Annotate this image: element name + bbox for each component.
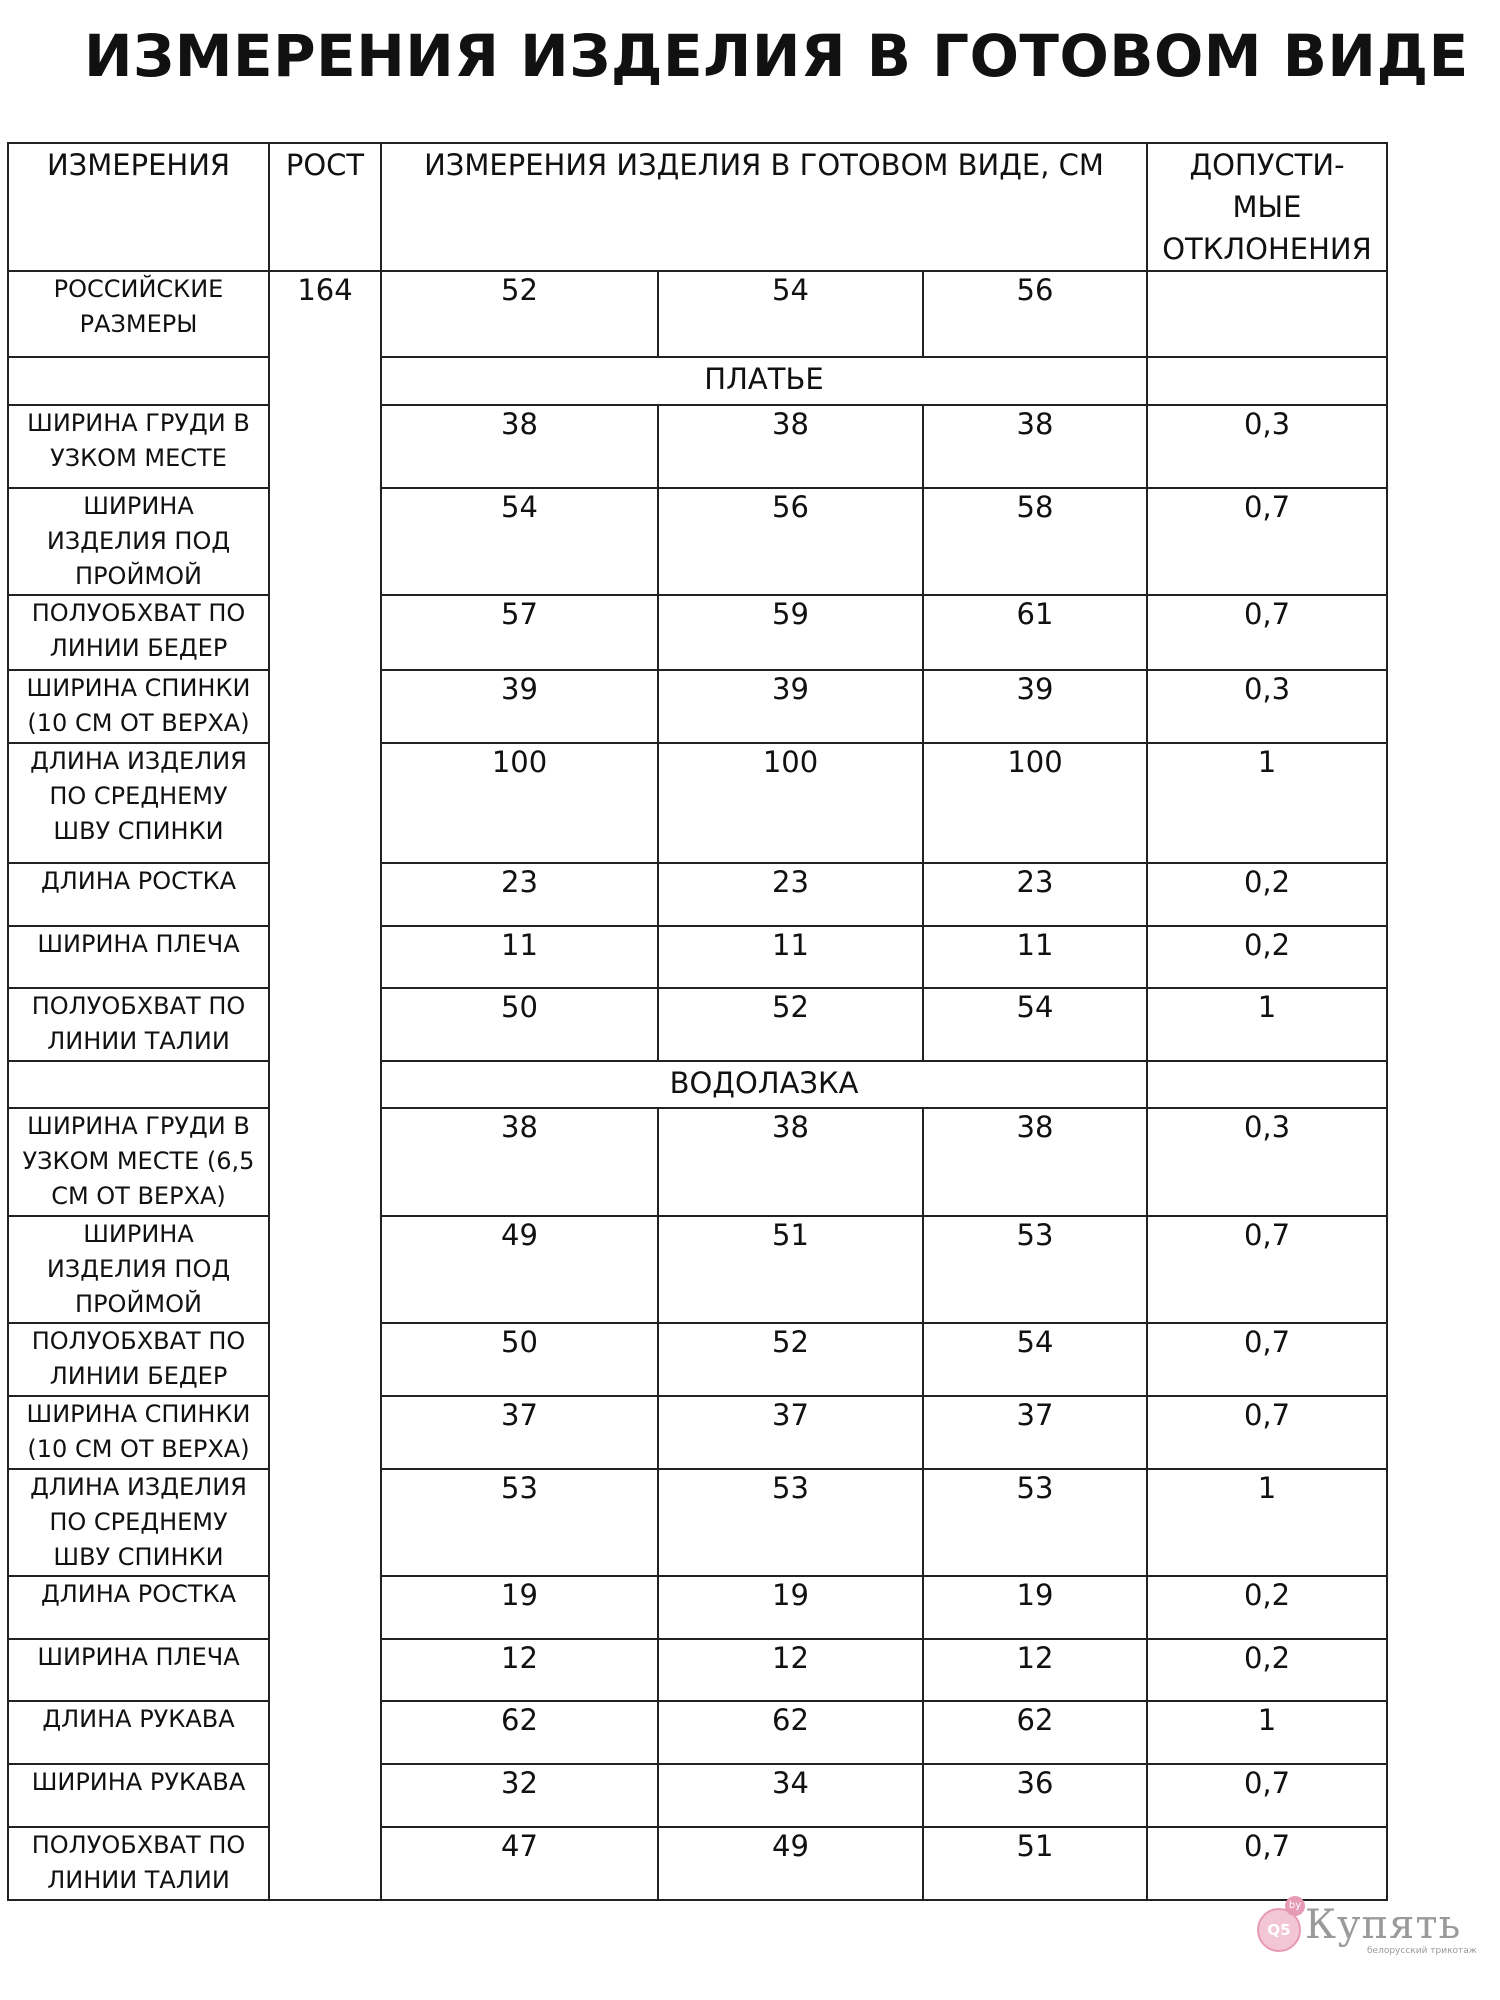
measurement-label: ШИРИНА СПИНКИ (10 СМ ОТ ВЕРХА) [8,670,269,743]
measurement-value: 62 [923,1701,1147,1764]
measurement-value: 62 [381,1701,658,1764]
measurement-value: 23 [658,863,923,926]
measurement-value: 53 [923,1469,1147,1576]
measurement-value: 12 [658,1639,923,1701]
measurement-label: ПОЛУОБХВАТ ПО ЛИНИИ ТАЛИИ [8,988,269,1061]
tolerance-value: 0,3 [1147,405,1387,488]
measurement-value: 39 [658,670,923,743]
measurement-value: 39 [381,670,658,743]
measurement-label: ПОЛУОБХВАТ ПО ЛИНИИ БЕДЕР [8,1323,269,1396]
measurement-value: 52 [658,1323,923,1396]
measurement-value: 12 [923,1639,1147,1701]
tolerance-value: 0,2 [1147,1576,1387,1639]
measurement-label: ШИРИНА СПИНКИ (10 СМ ОТ ВЕРХА) [8,1396,269,1469]
table-row [8,488,1387,595]
table-row [8,670,1387,743]
measurement-value: 37 [923,1396,1147,1469]
header-finished-cm: ИЗМЕРЕНИЯ ИЗДЕЛИЯ В ГОТОВОМ ВИДЕ, СМ [381,143,1147,271]
section-blank-cell [8,1061,269,1108]
measurement-label: ПОЛУОБХВАТ ПО ЛИНИИ БЕДЕР [8,595,269,670]
table-row [8,1396,1387,1469]
measurement-value: 58 [923,488,1147,595]
table-row [8,1764,1387,1827]
tolerance-value: 0,7 [1147,1396,1387,1469]
tolerance-value: 0,3 [1147,670,1387,743]
measurement-value: 19 [381,1576,658,1639]
tolerance-value: 0,7 [1147,1827,1387,1900]
header-row [8,143,1387,271]
tolerance-value: 1 [1147,988,1387,1061]
tolerance-value: 0,7 [1147,488,1387,595]
brand-logo [1255,1896,1477,1958]
header-tolerance: ДОПУСТИ- МЫЕ ОТКЛОНЕНИЯ [1147,143,1387,271]
measurement-value: 12 [381,1639,658,1701]
table-row [8,1323,1387,1396]
measurement-value: 38 [923,1108,1147,1216]
measurement-value: 47 [381,1827,658,1900]
measurement-value: 62 [658,1701,923,1764]
measurement-value: 23 [381,863,658,926]
table-row [8,988,1387,1061]
measurement-label: ПОЛУОБХВАТ ПО ЛИНИИ ТАЛИИ [8,1827,269,1900]
table-row [8,1469,1387,1576]
measurement-label: ДЛИНА РУКАВА [8,1701,269,1764]
measurements-table [7,142,1388,1901]
measurement-label: ШИРИНА ГРУДИ В УЗКОМ МЕСТЕ [8,405,269,488]
logo-by: by [1285,1896,1305,1916]
measurement-value: 53 [658,1469,923,1576]
measurement-value: 34 [658,1764,923,1827]
measurement-value: 59 [658,595,923,670]
measurement-label: ДЛИНА РОСТКА [8,863,269,926]
measurement-value: 52 [658,988,923,1061]
tolerance-value: 1 [1147,743,1387,863]
tolerance-value: 0,7 [1147,1216,1387,1323]
measurement-value: 38 [658,1108,923,1216]
logo-badge: Q5 [1257,1908,1301,1952]
table-row [8,863,1387,926]
measurement-label: ДЛИНА ИЗДЕЛИЯ ПО СРЕДНЕМУ ШВУ СПИНКИ [8,743,269,863]
measurement-value: 37 [658,1396,923,1469]
height-value: 164 [269,271,381,1900]
size-56: 56 [923,271,1147,357]
table-row [8,1639,1387,1701]
header-measurements: ИЗМЕРЕНИЯ [8,143,269,271]
section-blank-cell [8,357,269,405]
measurement-value: 100 [923,743,1147,863]
measurement-label: ШИРИНА ИЗДЕЛИЯ ПОД ПРОЙМОЙ [8,1216,269,1323]
tolerance-value: 0,2 [1147,863,1387,926]
measurement-value: 54 [923,988,1147,1061]
size-52: 52 [381,271,658,357]
tolerance-value: 0,3 [1147,1108,1387,1216]
measurement-value: 11 [658,926,923,988]
section-header-row [8,1061,1387,1108]
measurement-value: 50 [381,988,658,1061]
measurement-value: 38 [381,1108,658,1216]
section-title: ВОДОЛАЗКА [381,1061,1147,1108]
table-row [8,405,1387,488]
measurement-label: ШИРИНА РУКАВА [8,1764,269,1827]
tolerance-value: 0,7 [1147,1323,1387,1396]
logo-tagline: белорусский трикотаж [1367,1946,1477,1956]
measurement-label: ДЛИНА РОСТКА [8,1576,269,1639]
size-54: 54 [658,271,923,357]
measurement-value: 23 [923,863,1147,926]
measurement-label: ШИРИНА ПЛЕЧА [8,926,269,988]
measurement-label: ШИРИНА ГРУДИ В УЗКОМ МЕСТЕ (6,5 СМ ОТ ВЕРХА) [8,1108,269,1216]
table-row [8,595,1387,670]
table-row [8,1701,1387,1764]
logo-name: Купять [1305,1902,1462,1948]
tolerance-value: 1 [1147,1469,1387,1576]
measurement-value: 54 [923,1323,1147,1396]
measurement-value: 100 [658,743,923,863]
measurement-value: 51 [923,1827,1147,1900]
measurement-value: 38 [381,405,658,488]
measurement-value: 50 [381,1323,658,1396]
measurement-value: 100 [381,743,658,863]
measurement-value: 19 [658,1576,923,1639]
measurement-value: 38 [923,405,1147,488]
measurement-value: 32 [381,1764,658,1827]
measurement-value: 57 [381,595,658,670]
table-row [8,1108,1387,1216]
sizes-tolerance [1147,271,1387,357]
measurement-label: ШИРИНА ИЗДЕЛИЯ ПОД ПРОЙМОЙ [8,488,269,595]
measurement-value: 53 [923,1216,1147,1323]
table-row [8,1216,1387,1323]
measurement-value: 11 [381,926,658,988]
measurement-value: 61 [923,595,1147,670]
table-row [8,1827,1387,1900]
measurement-value: 56 [658,488,923,595]
sizes-label: РОССИЙСКИЕ РАЗМЕРЫ [8,271,269,357]
measurement-value: 19 [923,1576,1147,1639]
measurement-label: ШИРИНА ПЛЕЧА [8,1639,269,1701]
tolerance-value: 0,2 [1147,1639,1387,1701]
table-row [8,1576,1387,1639]
table-row [8,743,1387,863]
measurement-label: ДЛИНА ИЗДЕЛИЯ ПО СРЕДНЕМУ ШВУ СПИНКИ [8,1469,269,1576]
section-blank-tolerance [1147,1061,1387,1108]
sizes-row [8,271,1387,357]
measurement-value: 49 [381,1216,658,1323]
table-row [8,926,1387,988]
measurement-value: 49 [658,1827,923,1900]
measurement-value: 54 [381,488,658,595]
tolerance-value: 1 [1147,1701,1387,1764]
section-title: ПЛАТЬЕ [381,357,1147,405]
page-title: ИЗМЕРЕНИЯ ИЗДЕЛИЯ В ГОТОВОМ ВИДЕ [84,22,1469,90]
header-height: РОСТ [269,143,381,271]
measurement-value: 51 [658,1216,923,1323]
measurement-value: 39 [923,670,1147,743]
measurement-value: 36 [923,1764,1147,1827]
section-header-row [8,357,1387,405]
tolerance-value: 0,7 [1147,1764,1387,1827]
measurement-value: 11 [923,926,1147,988]
measurement-value: 37 [381,1396,658,1469]
measurement-value: 53 [381,1469,658,1576]
section-blank-tolerance [1147,357,1387,405]
measurement-value: 38 [658,405,923,488]
tolerance-value: 0,7 [1147,595,1387,670]
tolerance-value: 0,2 [1147,926,1387,988]
